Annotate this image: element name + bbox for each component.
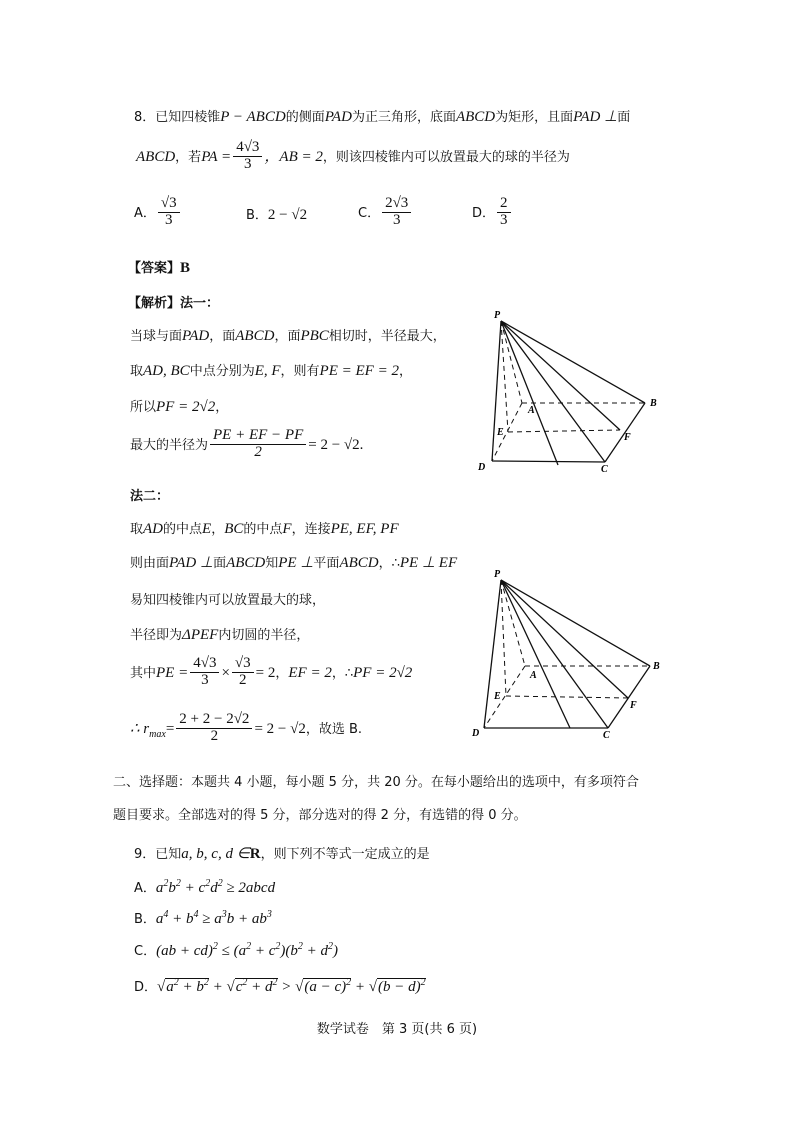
- analysis-math: PAD: [182, 328, 210, 344]
- analysis-math: PE, EF, PF: [330, 521, 399, 537]
- fraction-numerator: √3: [158, 196, 180, 213]
- analysis-math: = 2 − √2: [254, 720, 306, 737]
- q8-math: ABCD: [136, 148, 176, 165]
- analysis-text: 则由面: [130, 556, 170, 571]
- label-c: C: [601, 464, 608, 475]
- q8-math: ，AB = 2: [264, 148, 323, 165]
- fraction-numerator: 2: [497, 196, 511, 213]
- analysis-math: ABCD: [226, 555, 266, 571]
- analysis-text: 最大的半径为: [130, 437, 209, 453]
- fraction-numerator: 4√3: [190, 656, 219, 673]
- analysis-math: PE ⊥: [278, 555, 314, 571]
- option-a: [134, 196, 182, 229]
- analysis-text: 其中: [130, 665, 157, 681]
- q9-option-c: [134, 940, 338, 960]
- label-c: C: [603, 730, 610, 741]
- option-c-formula: $(ab + cd)^2 \le (a^2 + c^2)(b^2 + d^2)$: [156, 941, 338, 959]
- fraction-numerator: 2√3: [382, 196, 411, 213]
- analysis-line3: [130, 396, 228, 416]
- analysis-text: ，: [215, 400, 229, 415]
- label-b: B: [650, 398, 657, 409]
- q8-text: 面: [617, 110, 631, 125]
- q8-stem-line2: [136, 140, 570, 173]
- pyramid-figure-1: [470, 305, 670, 475]
- fraction-denominator: 3: [500, 211, 508, 228]
- edge-pc: [501, 321, 605, 462]
- analysis-math: PE = EF = 2: [319, 363, 399, 379]
- q8-stem-line1: [134, 106, 630, 126]
- fraction-denominator: 2: [210, 727, 219, 744]
- fraction-denominator: 3: [201, 671, 209, 688]
- label-d: D: [472, 728, 480, 739]
- analysis-text: 取: [130, 522, 144, 537]
- edge-pf: [501, 580, 628, 698]
- analysis-math: PF = 2√2: [156, 399, 216, 415]
- analysis-text: ，∴: [331, 665, 354, 681]
- fraction-numerator: 4√3: [233, 140, 262, 157]
- analysis-math: ∴ r: [130, 720, 150, 737]
- option-value: 2 − √2: [267, 207, 308, 223]
- analysis-text: ，故选 B.: [305, 721, 363, 737]
- q9-option-d: [134, 976, 426, 996]
- label-d: D: [478, 462, 486, 473]
- section2-line1: 二、选择题：本题共 4 小题，每小题 5 分，共 20 分。在每小题给出的选项中，有多项符合: [113, 775, 639, 790]
- analysis-math: ΔPEF: [182, 627, 219, 643]
- edge-ef: [506, 696, 628, 698]
- label-f: F: [624, 432, 631, 443]
- analysis-text: 的中点: [243, 522, 283, 537]
- analysis-math: PE =: [156, 664, 189, 681]
- analysis-math: ABCD: [339, 555, 379, 571]
- option-a-formula: $a^2b^2 + c^2d^2$ ≥ 2abcd: [155, 878, 276, 896]
- label-p: P: [494, 569, 501, 580]
- analysis-math: PBC: [300, 328, 329, 344]
- edge-pc: [501, 580, 608, 728]
- edge-pm: [501, 321, 558, 465]
- label-e: E: [494, 691, 501, 702]
- analysis-text: 知: [265, 556, 279, 571]
- analysis-text: ，面: [209, 329, 236, 344]
- rmax-fraction: [176, 712, 252, 745]
- edge-pa: [501, 321, 522, 403]
- method2-label: 法二：: [130, 489, 170, 504]
- q9-stem: [134, 843, 430, 863]
- q9-option-b: [134, 908, 272, 928]
- fraction-numerator: PE + EF − PF: [210, 428, 306, 445]
- edge-dc: [492, 461, 605, 462]
- analysis-text: ，连接: [291, 522, 331, 537]
- analysis-text: ，: [275, 665, 289, 681]
- fraction-numerator: 2 + 2 − 2√2: [176, 712, 252, 729]
- analysis-line2: [130, 360, 412, 380]
- analysis-text: 所以: [130, 400, 157, 415]
- option-label: B．: [246, 208, 268, 223]
- analysis-text: ，: [398, 364, 412, 379]
- analysis-label: 【解析】法一：: [128, 296, 220, 311]
- q8-math: PA =: [201, 148, 232, 165]
- answer-value: B: [180, 260, 191, 276]
- edge-pm: [501, 580, 570, 728]
- option-label: D．: [134, 980, 158, 995]
- edge-pb: [501, 580, 650, 666]
- analysis-math: PE ⊥ EF: [399, 555, 458, 571]
- fraction-denominator: 3: [392, 211, 401, 228]
- analysis-text: .: [359, 436, 364, 453]
- option-label: C．: [358, 205, 381, 221]
- analysis-text: 当球与面: [130, 329, 183, 344]
- answer-label: 【答案】: [128, 261, 181, 276]
- analysis-math: PF = 2√2: [353, 664, 413, 681]
- edge-pf: [501, 321, 620, 430]
- q8-text: 为矩形，且面: [495, 110, 574, 125]
- edge-pe: [501, 580, 506, 696]
- analysis-line4: [130, 428, 363, 461]
- method2-line4: [130, 624, 309, 644]
- method2-line2: [130, 552, 457, 572]
- q8-text: ，则该四棱锥内可以放置最大的球的半径为: [322, 149, 570, 165]
- q8-math: P − ABCD: [220, 109, 286, 125]
- analysis-math: = 2: [255, 664, 276, 681]
- option-label: B．: [134, 912, 156, 927]
- option-b: [246, 204, 307, 224]
- page-footer: 数学试卷 第 3 页(共 6 页): [316, 1022, 478, 1037]
- analysis-text: 半径即为: [130, 628, 183, 643]
- q9-text: 9．已知: [134, 847, 182, 862]
- analysis-math-subscript: max: [149, 728, 166, 740]
- label-a: A: [530, 670, 537, 681]
- option-a-fraction: [158, 196, 180, 229]
- analysis-math: = 2 − √2: [308, 436, 360, 453]
- option-d-formula: $√a^2 + b^2 + √c^2 + d^2 > √(a - c)^2 + √(b - d)^2$: [157, 977, 426, 995]
- analysis-math: EF = 2: [288, 664, 332, 681]
- fraction-numerator: √3: [232, 656, 254, 673]
- fraction-denominator: 2: [239, 671, 247, 688]
- label-a: A: [528, 405, 535, 416]
- analysis-math: F: [282, 521, 292, 537]
- option-label: C．: [134, 944, 157, 959]
- q9-text: ，则下列不等式一定成立的是: [260, 847, 430, 862]
- method2-line3: 易知四棱锥内可以放置最大的球，: [130, 593, 326, 608]
- pa-fraction: [233, 140, 262, 173]
- edge-pd: [492, 321, 501, 461]
- q8-text: 的侧面: [285, 110, 325, 125]
- q8-options: [134, 192, 694, 236]
- q8-math: ABCD: [455, 109, 496, 125]
- option-c: [358, 196, 413, 229]
- analysis-math: E, F: [254, 363, 281, 379]
- analysis-text: 的中点: [163, 522, 203, 537]
- edge-cb: [608, 666, 650, 728]
- analysis-text: 平面: [313, 556, 340, 571]
- label-p: P: [494, 310, 501, 321]
- analysis-math: ABCD: [235, 328, 275, 344]
- section2-line2: 题目要求。全部选对的得 5 分，部分选对的得 2 分，有选错的得 0 分。: [113, 808, 527, 823]
- analysis-math: E: [202, 521, 212, 537]
- fraction-denominator: 3: [165, 211, 173, 228]
- q9-option-a: [134, 877, 275, 897]
- analysis-math: =: [165, 720, 175, 737]
- analysis-text: 内切圆的半径，: [218, 628, 310, 643]
- analysis-text: ，面: [274, 329, 301, 344]
- q8-text: 8．已知四棱锥: [134, 110, 221, 125]
- q8-math: PAD: [324, 109, 352, 125]
- pyramid-figure-2: [470, 568, 670, 743]
- analysis-text: ，则有: [280, 364, 320, 379]
- analysis-math: PAD ⊥: [169, 555, 214, 571]
- analysis-text: ，: [211, 522, 225, 537]
- fraction-denominator: 2: [254, 443, 262, 460]
- method2-line5: [130, 656, 412, 689]
- pe-fraction-1: [190, 656, 219, 689]
- analysis-math: ×: [221, 664, 230, 681]
- q9-math: a, b, c, d ∈: [181, 846, 250, 862]
- method2-line1: [130, 518, 399, 538]
- analysis-text: ，∴: [378, 556, 400, 571]
- edge-ef: [508, 430, 620, 432]
- q8-math: PAD ⊥: [573, 109, 618, 125]
- answer: [128, 257, 190, 277]
- fraction-denominator: 3: [244, 155, 252, 172]
- label-f: F: [630, 700, 637, 711]
- option-d: [472, 196, 513, 229]
- analysis-text: 相切时，半径最大，: [328, 329, 446, 344]
- option-c-fraction: [382, 196, 411, 229]
- analysis-text: 中点分别为: [189, 364, 255, 379]
- analysis-line1: [130, 325, 446, 345]
- label-b: B: [653, 661, 660, 672]
- option-d-fraction: [497, 196, 511, 229]
- pe-fraction-2: [232, 656, 254, 689]
- option-label: D．: [472, 205, 496, 221]
- edge-pb: [501, 321, 645, 403]
- option-label: A．: [134, 205, 156, 221]
- analysis-text: 取: [130, 364, 144, 379]
- q9-math: R: [249, 846, 261, 862]
- q8-text: ，若: [175, 149, 202, 165]
- analysis-math: BC: [224, 521, 244, 537]
- method2-line6: [130, 712, 362, 745]
- q8-text: 为正三角形，底面: [351, 110, 456, 125]
- analysis-math: AD: [143, 521, 164, 537]
- option-label: A．: [134, 881, 156, 896]
- analysis-math: AD, BC: [143, 363, 190, 379]
- label-e: E: [497, 427, 504, 438]
- radius-fraction: [210, 428, 306, 461]
- option-b-formula: $a^4 + b^4 \ge a^3b + ab^3$: [155, 909, 272, 927]
- analysis-text: 面: [213, 556, 227, 571]
